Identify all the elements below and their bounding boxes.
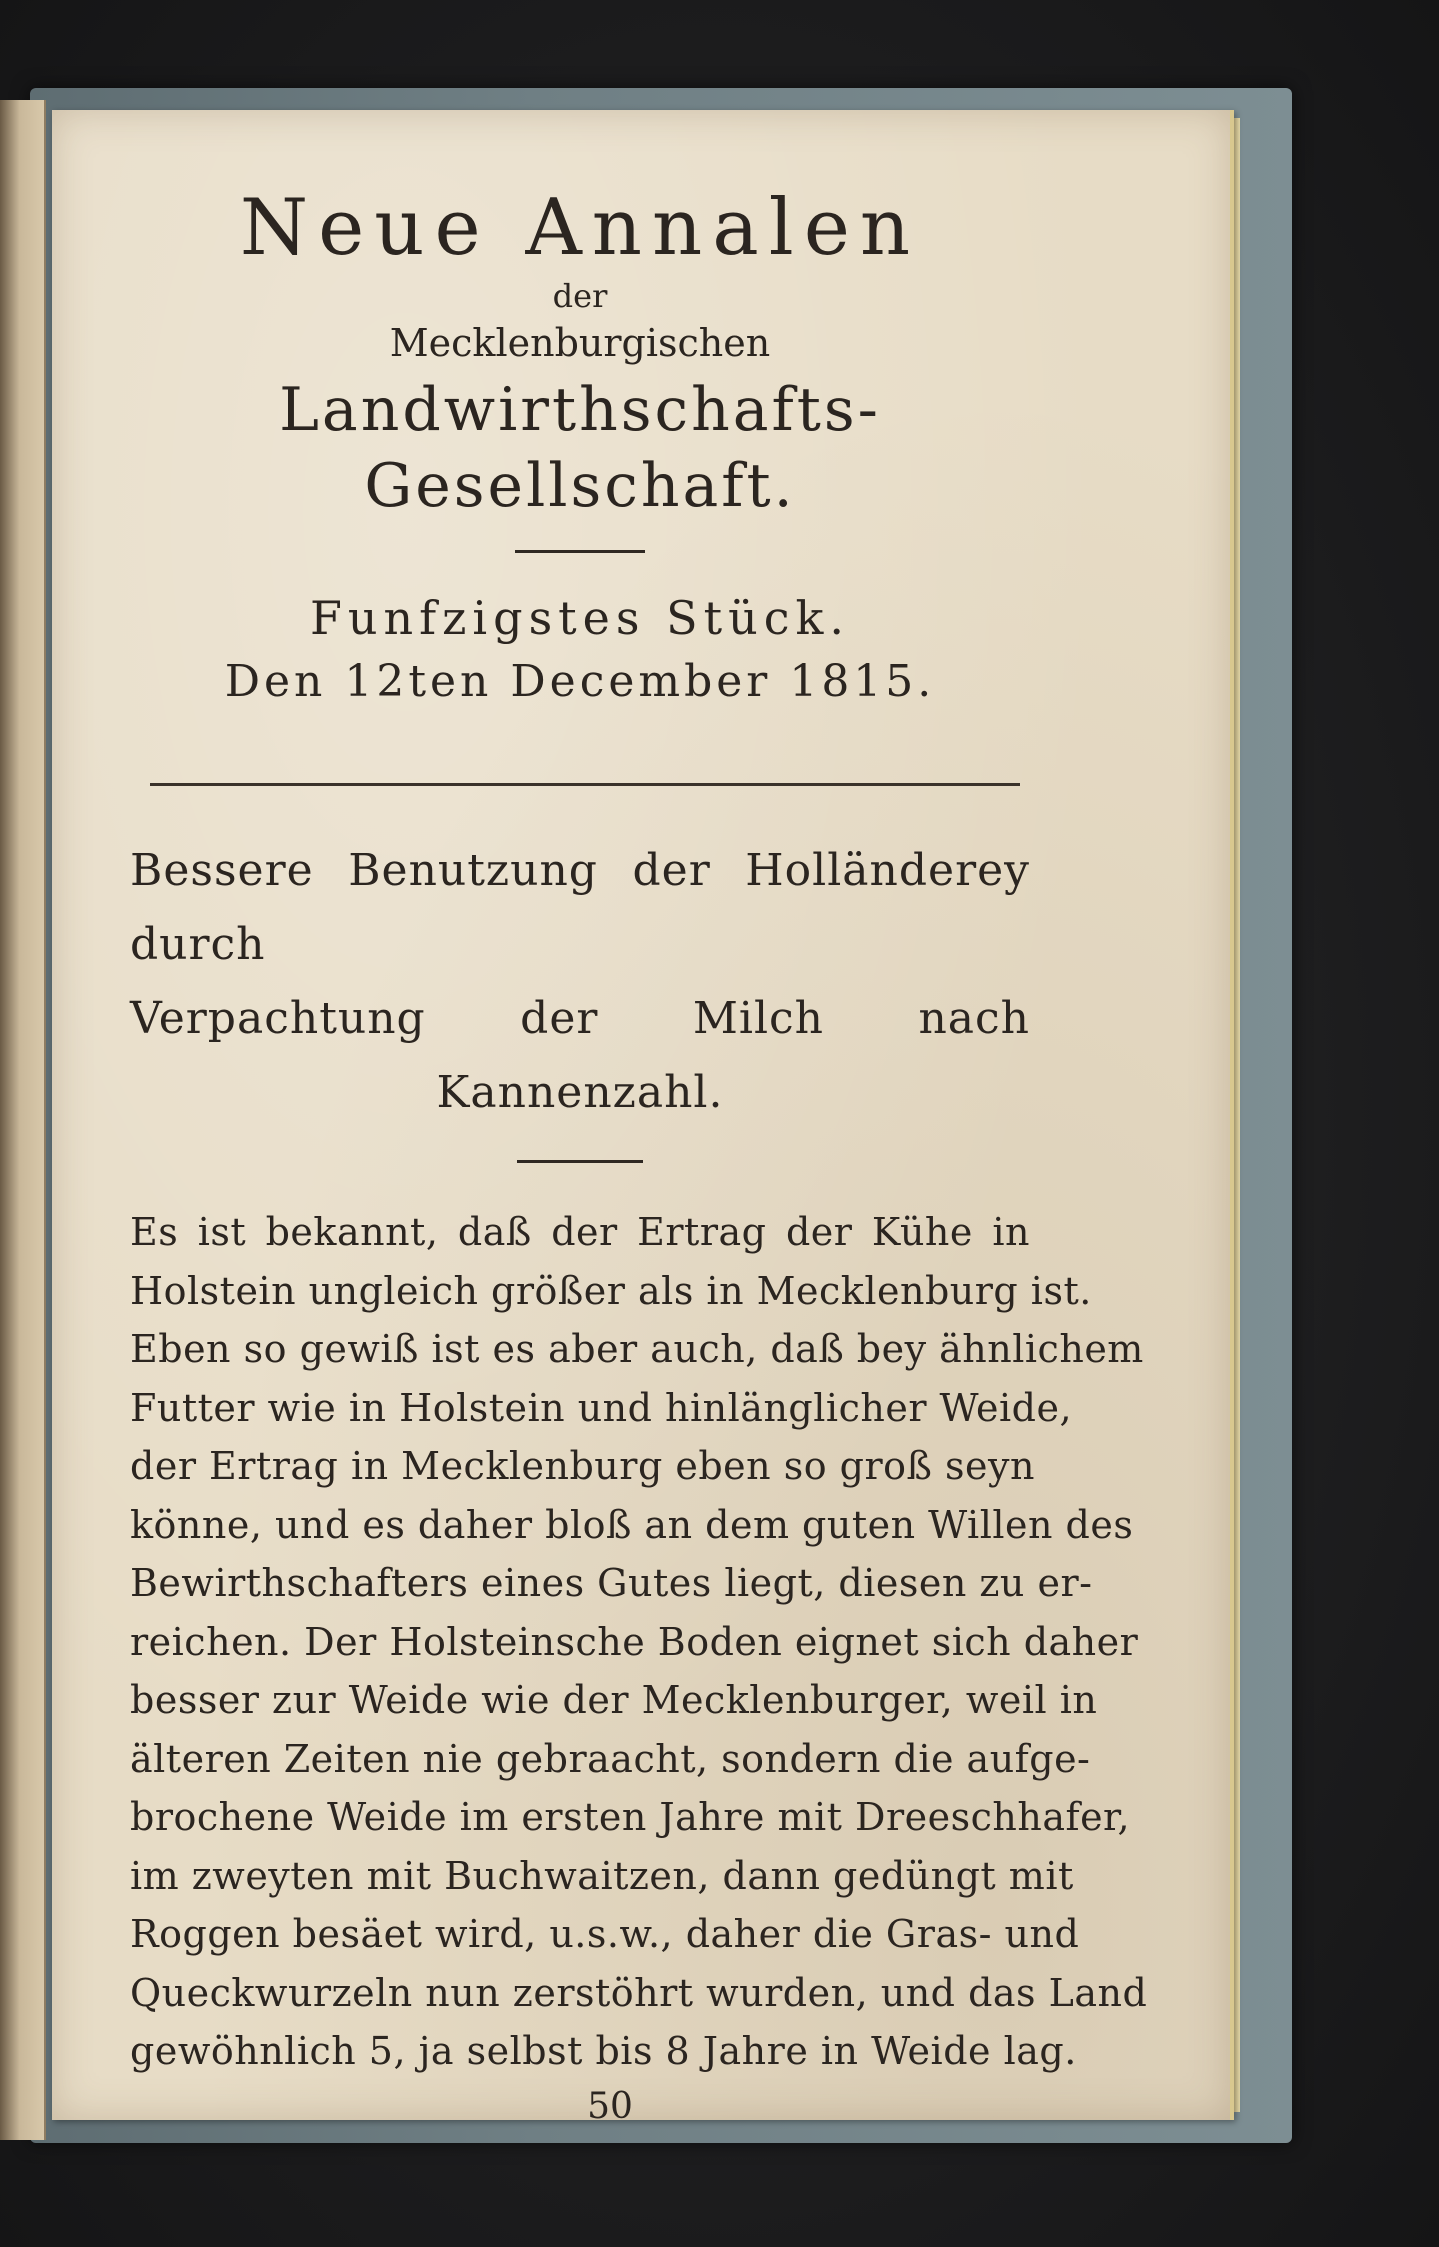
issue-number: Funfzigstes Stück. <box>309 591 850 645</box>
body-line: Es ist bekannt, daß der Ertrag der Kühe in <box>130 1210 1030 1254</box>
body-line: reichen. Der Holsteinsche Boden eignet sich daher <box>130 1619 1139 1664</box>
body-line: könne, und es daher bloß an dem guten Willen des <box>130 1502 1134 1547</box>
body-line: Futter wie in Holstein und hinlänglicher Weide, <box>130 1385 1073 1430</box>
page-text-block <box>130 150 1148 2129</box>
article-title-line-2: Verpachtung der Milch nach Kannenzahl. <box>130 993 1030 1118</box>
body-line: gewöhnlich 5, ja selbst bis 8 Jahre in Weide lag. <box>130 2029 1077 2073</box>
body-line: besser zur Weide wie der Mecklenburger, weil in <box>130 1678 1098 1722</box>
masthead-rule <box>515 550 645 553</box>
body-line: brochene Weide im ersten Jahre mit Dreeschhafer, <box>130 1795 1131 1839</box>
issue-date: Den 12ten December 1815. <box>224 656 936 707</box>
body-line: im zweyten mit Buchwaitzen, dann gedüngt mit <box>130 1853 1074 1898</box>
body-line: Queckwurzeln nun zerstöhrt wurden, und das Land <box>130 1970 1148 2015</box>
article-title <box>130 834 1030 1130</box>
masthead-der: der <box>552 277 608 315</box>
body-line: älteren Zeiten nie gebraacht, sondern die aufge- <box>130 1736 1091 1781</box>
body-line: Eben so gewiß ist es aber auch, daß bey ähnlichem <box>130 1327 1144 1371</box>
masthead-title: Neue Annalen <box>239 183 921 273</box>
body-line: Roggen besäet wird, u.s.w., daher die Gras- und <box>130 1912 1080 1956</box>
section-divider <box>150 783 1020 786</box>
article-title-rule <box>517 1160 643 1163</box>
left-page-edge <box>0 100 46 2140</box>
body-line: Holstein ungleich größer als in Mecklenburg ist. <box>130 1268 1092 1313</box>
article-title-line-1: Bessere Benutzung der Holländerey durch <box>130 845 1030 970</box>
masthead-mecklenburg: Mecklenburgischen <box>389 321 771 365</box>
body-line: Bewirthschafters eines Gutes liegt, diesen zu er- <box>130 1561 1093 1605</box>
body-line: der Ertrag in Mecklenburg eben so groß seyn <box>130 1444 1035 1488</box>
signature-mark: 50 <box>587 2085 633 2127</box>
masthead-society: Landwirthschafts-Gesellschaft. <box>279 375 881 521</box>
masthead <box>130 180 1030 711</box>
article-body <box>130 1203 1148 2081</box>
